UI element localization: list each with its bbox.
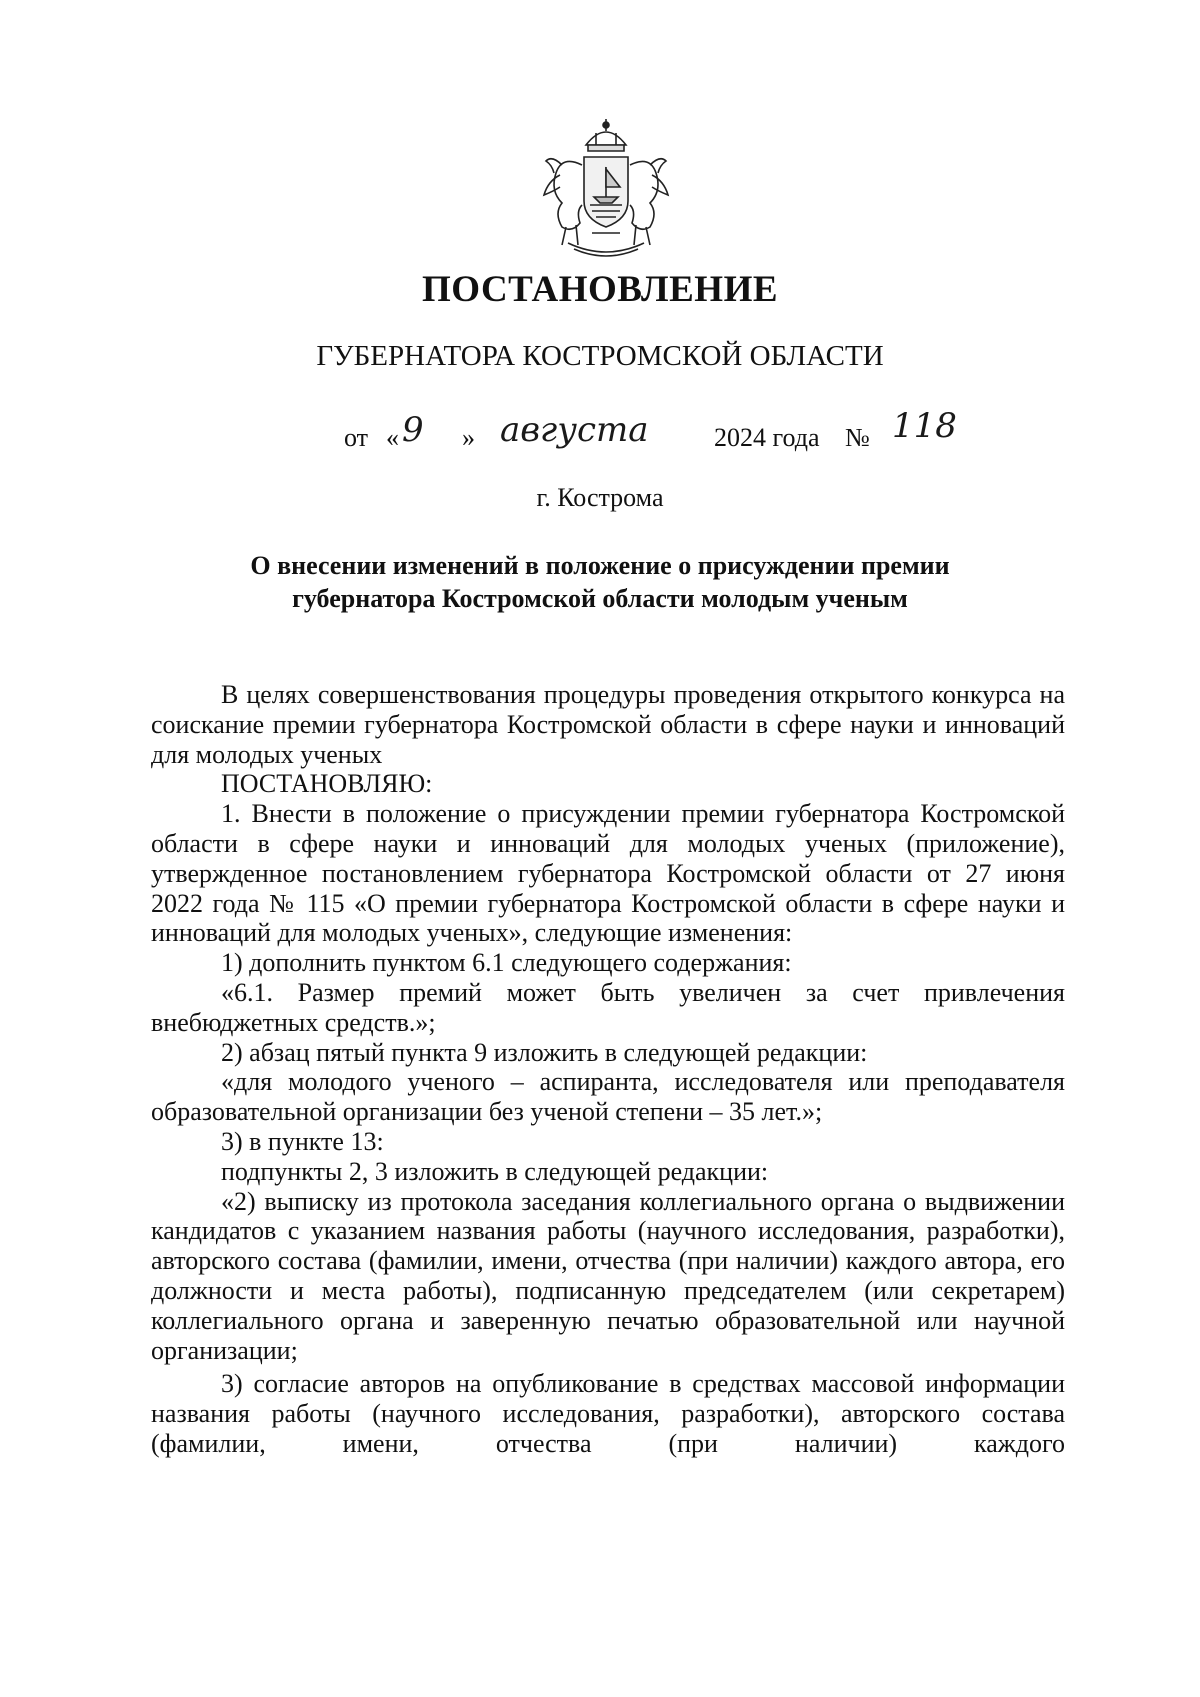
- body-paragraph: 1) дополнить пунктом 6.1 следующего содержания:: [221, 948, 792, 978]
- body-paragraph: 1. Внести в положение о присуждении премии губернатора Костромской области в сфере науки и инноваций для молодых ученых (приложение), утвержденное постановлением губернатора Костромской области от 27 июня 2022 года № 115 «О премии губернатора Костромской области в сфере науки и инноваций для молодых ученых», следующие изменения:: [151, 799, 1065, 948]
- document-title: ПОСТАНОВЛЕНИЕ: [421, 269, 779, 310]
- date-from-label: от: [344, 423, 369, 452]
- body-paragraph: «для молодого ученого – аспиранта, исследователя или преподавателя образовательной организации без ученой степени – 35 лет.»;: [151, 1067, 1065, 1127]
- body-paragraph: ПОСТАНОВЛЯЮ:: [221, 769, 433, 799]
- date-month-handwritten: августа: [500, 410, 649, 450]
- body-paragraph: В целях совершенствования процедуры проведения открытого конкурса на соискание премии губернатора Костромской области в сфере науки и инноваций для молодых ученых: [151, 680, 1065, 769]
- body-paragraph: 2) абзац пятый пункта 9 изложить в следующей редакции:: [221, 1037, 868, 1067]
- number-sign: №: [845, 423, 870, 452]
- coat-of-arms-icon: [532, 115, 680, 263]
- date-close-quote: »: [462, 423, 475, 452]
- document-number-handwritten: 118: [892, 406, 957, 446]
- issuing-authority: ГУБЕРНАТОРА КОСТРОМСКОЙ ОБЛАСТИ: [316, 340, 884, 372]
- date-year-label: 2024 года: [714, 423, 820, 452]
- body-paragraph: «2) выписку из протокола заседания коллегиального органа о выдвижении кандидатов с указанием названия работы (научного исследования, разработки), авторского состава (фамилии, имени, отчества (при наличии) каждого автора, его должности и места работы), подписанную председателем (или секретарем) коллегиального органа и заверенную печатью образовательной или научной организации;: [151, 1186, 1065, 1365]
- subject-line-1: О внесении изменений в положение о присуждении премии: [250, 551, 950, 580]
- body-paragraph: 3) в пункте 13:: [221, 1126, 384, 1156]
- city-label: г. Кострома: [536, 483, 664, 512]
- date-day-handwritten: 9: [402, 410, 424, 450]
- document-body: [151, 680, 1065, 1459]
- document-subject: [140, 549, 1060, 615]
- body-paragraph: 3) согласие авторов на опубликование в средствах массовой информации названия работы (научного исследования, разработки), авторского состава (фамилии, имени, отчества (при наличии) каждого: [151, 1369, 1065, 1458]
- date-number-line: [0, 406, 1200, 462]
- subject-line-2: губернатора Костромской области молодым ученым: [292, 584, 908, 613]
- date-open-quote: «: [386, 423, 399, 452]
- body-paragraph: «6.1. Размер премий может быть увеличен за счет привлечения внебюджетных средств.»;: [151, 977, 1065, 1037]
- body-paragraph: подпункты 2, 3 изложить в следующей редакции:: [221, 1156, 769, 1186]
